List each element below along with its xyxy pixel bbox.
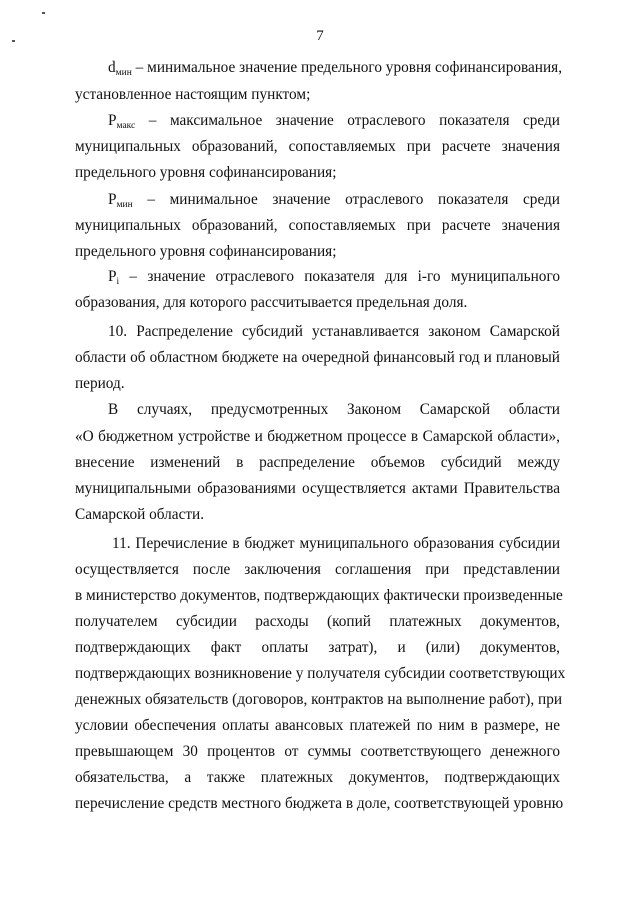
subscript: макс xyxy=(116,121,136,131)
paragraph-11-line-1: 11. Перечисление в бюджет муниципального образования субсидии xyxy=(112,535,560,552)
definition-p-max-line-2: муниципальных образований, сопоставляемых при расчете значения xyxy=(75,138,560,155)
paragraph-10-line-1: 10. Распределение субсидий устанавливается законом Самарской xyxy=(108,323,560,340)
definition-text: – минимальное значение предельного уровня софинансирования, xyxy=(131,59,563,76)
scan-mark xyxy=(42,12,45,14)
definition-d-min-line-2: установленное настоящим пунктом; xyxy=(75,86,311,103)
paragraph-cases-line-2: «О бюджетном устройстве и бюджетном процессе в Самарской области», xyxy=(75,428,560,445)
paragraph-cases-line-3: внесение изменений в распределение объемов субсидий между xyxy=(75,454,560,471)
paragraph-cases-line-1: В случаях, предусмотренных Законом Самарской области xyxy=(108,401,560,418)
paragraph-11-line-5: подтверждающих факт оплаты затрат), и (или) документов, xyxy=(75,639,560,656)
symbol: P xyxy=(108,191,117,208)
symbol: d xyxy=(108,59,116,76)
paragraph-11-line-4: получателем субсидии расходы (копий платежных документов, xyxy=(75,613,560,630)
paragraph-11-line-10: обязательства, а также платежных документов, подтверждающих xyxy=(75,769,560,786)
definition-p-min-line-3: предельного уровня софинансирования; xyxy=(75,243,337,260)
paragraph-11-line-7: денежных обязательств (договоров, контрактов на выполнение работ), при xyxy=(75,691,563,708)
definition-d-min-line-1 xyxy=(108,58,563,83)
paragraph-10-line-3: период. xyxy=(75,375,125,392)
definition-p-min-line-2: муниципальных образований, сопоставляемых при расчете значения xyxy=(75,217,560,234)
paragraph-10-line-2: области об областном бюджете на очередной финансовый год и плановый xyxy=(75,349,560,366)
paragraph-11-line-11: перечисление средств местного бюджета в доле, соответствующей уровню xyxy=(75,795,564,812)
definition-text: – минимальное значение отраслевого показателя среди xyxy=(132,191,560,208)
paragraph-11-line-3: в министерство документов, подтверждающих фактически произведенные xyxy=(75,587,563,604)
definition-p-i-line-2: образования, для которого рассчитывается предельная доля. xyxy=(75,294,468,311)
definition-p-max-line-3: предельного уровня софинансирования; xyxy=(75,164,337,181)
paragraph-cases-line-4: муниципальными образованиями осуществляется актами Правительства xyxy=(75,480,560,497)
paragraph-cases-line-5: Самарской области. xyxy=(75,506,205,523)
definition-text: – максимальное значение отраслевого показателя среди xyxy=(135,112,560,129)
definition-p-min-line-1 xyxy=(108,190,560,215)
paragraph-11-line-2: осуществляется после заключения соглашения при представлении xyxy=(75,561,560,578)
subscript: мин xyxy=(116,200,133,210)
subscript: мин xyxy=(115,68,132,78)
definition-p-i-line-1 xyxy=(108,267,560,292)
definition-text: – значение отраслевого показателя для i-го муниципального xyxy=(119,268,560,285)
page-number: 7 xyxy=(316,28,324,44)
subscript: i xyxy=(116,277,120,287)
paragraph-11-line-8: условии обеспечения оплаты авансовых платежей по ним в размере, не xyxy=(75,717,560,734)
definition-p-max-line-1 xyxy=(108,111,560,136)
paragraph-11-line-6: подтверждающих возникновение у получателя субсидии соответствующих xyxy=(75,665,566,682)
symbol: P xyxy=(108,268,117,285)
symbol: P xyxy=(108,112,117,129)
paragraph-11-line-9: превышающем 30 процентов от суммы соответствующего денежного xyxy=(75,743,560,760)
